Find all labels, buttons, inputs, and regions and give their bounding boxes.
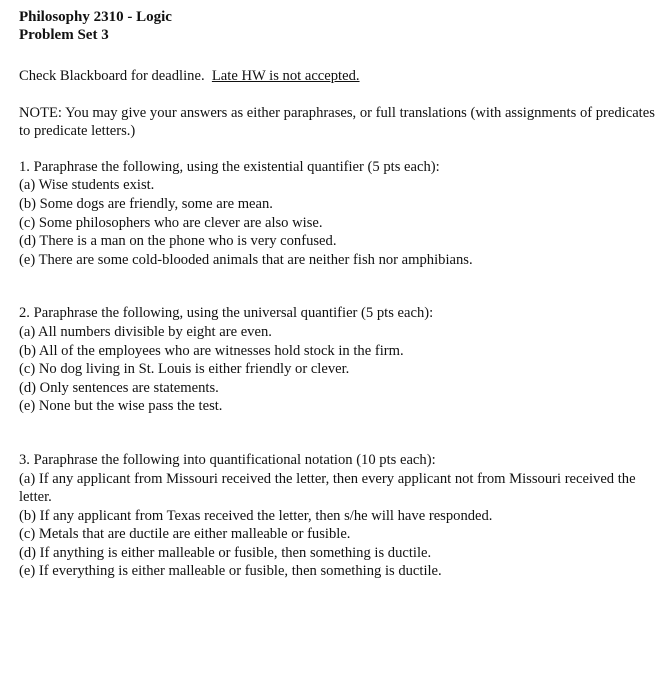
question-item: (c) Metals that are ductile are either malleable or fusible. xyxy=(19,526,351,543)
late-notice: Late HW is not accepted. xyxy=(211,68,360,84)
question-item: (a) If any applicant from Missouri received the letter, then every applicant not from Missouri received the letter. xyxy=(19,470,636,506)
question-item: (d) If anything is either malleable or fusible, then something is ductile. xyxy=(19,544,432,561)
question-item: (d) Only sentences are statements. xyxy=(19,379,219,396)
question-3 xyxy=(19,451,659,581)
problem-set-title: Problem Set 3 xyxy=(19,27,109,43)
course-title: Philosophy 2310 - Logic xyxy=(19,9,172,25)
question-item: (b) All of the employees who are witnesses hold stock in the firm. xyxy=(19,342,404,359)
question-item: (b) If any applicant from Texas received the letter, then s/he will have responded. xyxy=(19,507,493,524)
question-item: (c) No dog living in St. Louis is either friendly or clever. xyxy=(19,361,350,378)
question-heading: 1. Paraphrase the following, using the existential quantifier (5 pts each): xyxy=(19,158,440,175)
question-2 xyxy=(19,304,659,416)
question-item: (e) If everything is either malleable or fusible, then something is ductile. xyxy=(19,563,442,580)
question-heading: 2. Paraphrase the following, using the universal quantifier (5 pts each): xyxy=(19,305,434,322)
question-item: (b) Some dogs are friendly, some are mean. xyxy=(19,195,273,212)
question-1 xyxy=(19,158,659,270)
question-heading: 3. Paraphrase the following into quantificational notation (10 pts each): xyxy=(19,451,436,468)
question-item: (c) Some philosophers who are clever are also wise. xyxy=(19,214,323,231)
deadline-line xyxy=(19,67,659,86)
question-item: (e) None but the wise pass the test. xyxy=(19,398,223,415)
question-item: (a) Wise students exist. xyxy=(19,177,155,194)
question-item: (a) All numbers divisible by eight are even. xyxy=(19,323,272,340)
deadline-text: Check Blackboard for deadline. xyxy=(19,68,205,84)
question-item: (d) There is a man on the phone who is very confused. xyxy=(19,233,337,250)
note-paragraph: NOTE: You may give your answers as either paraphrases, or full translations (with assignments of predicates to predicate letters.) xyxy=(19,104,655,140)
document xyxy=(19,8,659,581)
question-item: (e) There are some cold-blooded animals that are neither fish nor amphibians. xyxy=(19,251,473,268)
